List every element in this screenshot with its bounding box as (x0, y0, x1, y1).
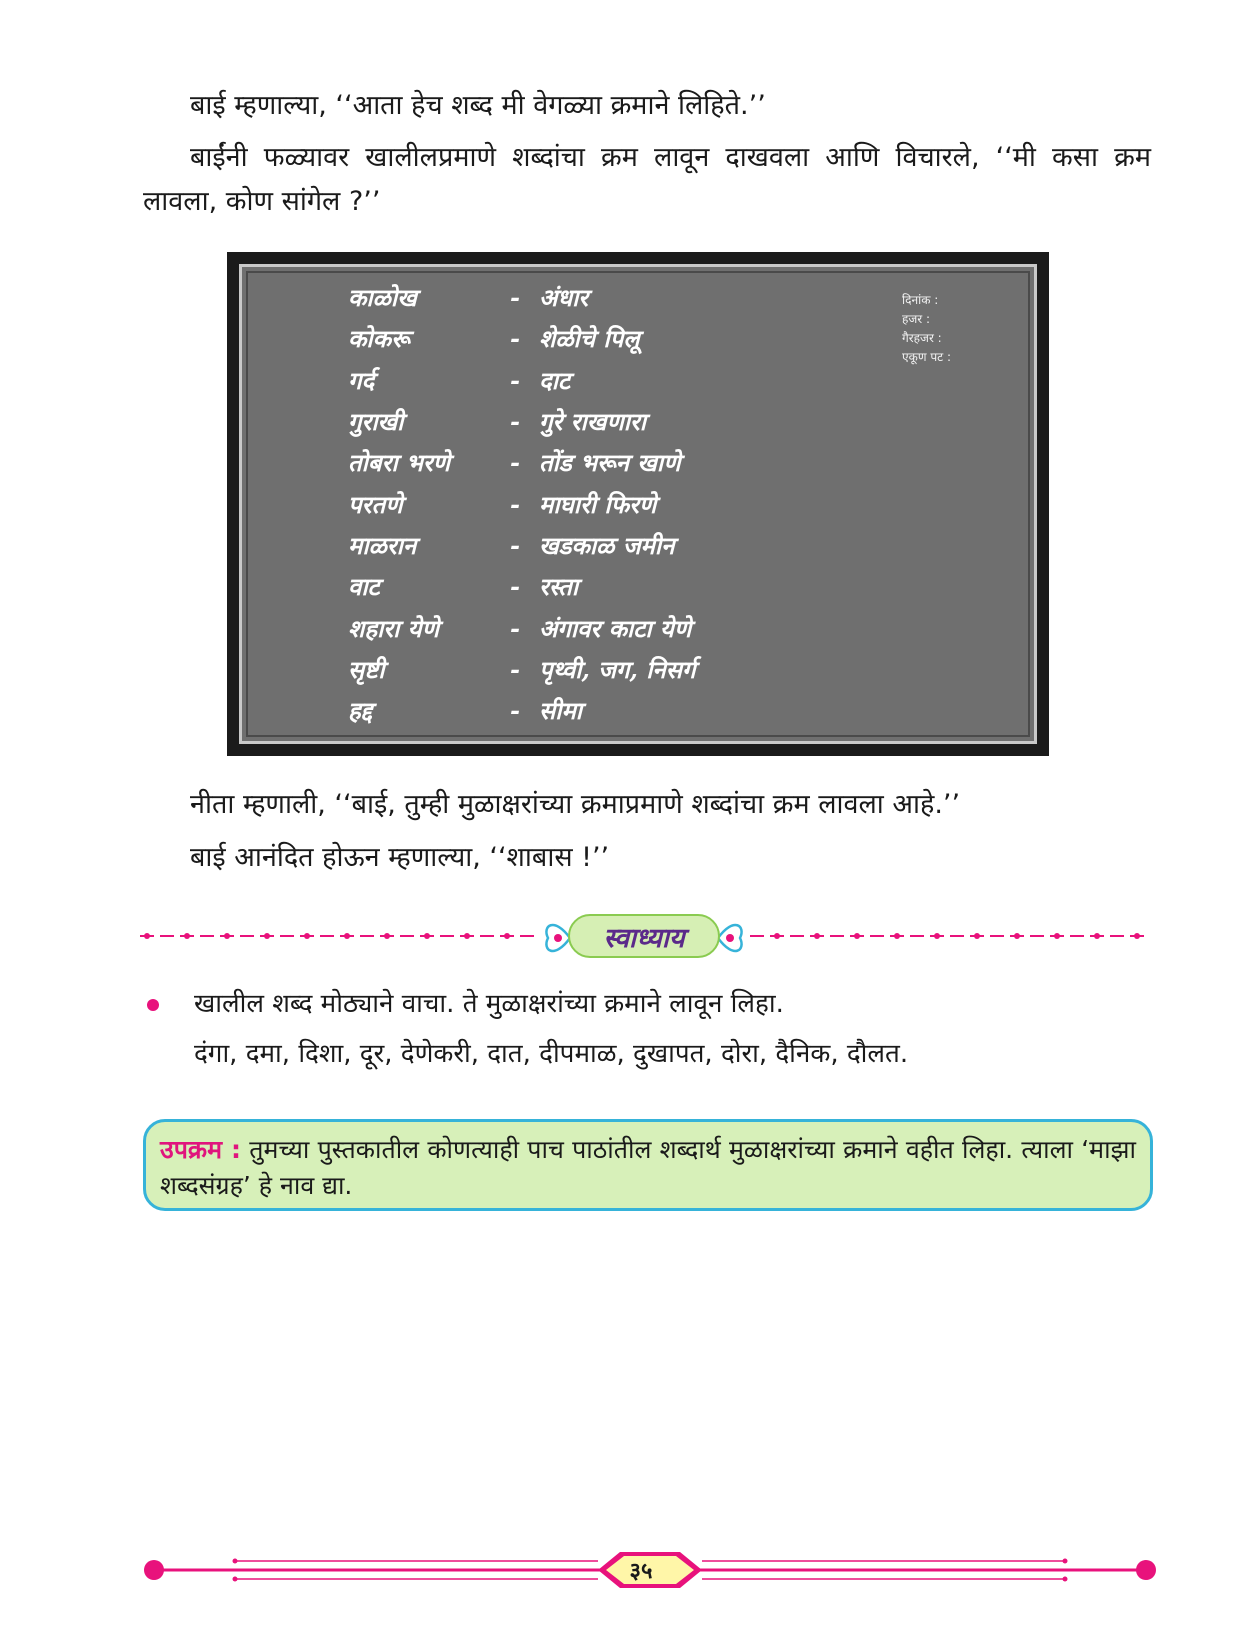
board-word: शहारा येणे (348, 613, 439, 643)
board-meaning: शेळीचे पिलू (539, 324, 640, 354)
board-dash: - (510, 448, 520, 478)
paragraph-intro: बाई म्हणाल्या, ‘‘आता हेच शब्द मी वेगळ्या क्रमाने लिहिते.’’ (190, 90, 766, 121)
section-title-text: स्वाध्याय (603, 922, 685, 954)
bullet-icon (147, 999, 159, 1011)
board-dash: - (510, 365, 520, 395)
board-word: काळोख (348, 283, 417, 313)
attendance-present: हजर : (902, 312, 931, 326)
board-dash: - (510, 407, 520, 437)
board-row (348, 607, 695, 648)
board-dash: - (510, 696, 520, 726)
board-row (348, 277, 695, 318)
board-word: माळरान (348, 530, 417, 560)
board-word: गुराखी (348, 407, 404, 437)
board-word: वाट (348, 572, 380, 602)
board-word: सृष्टी (348, 654, 385, 684)
board-row (348, 649, 695, 690)
blackboard (227, 252, 1049, 756)
board-meaning: तोंड भरून खाणे (539, 448, 681, 478)
board-row (348, 318, 695, 359)
section-header (540, 910, 748, 966)
paragraph-praise: बाई आनंदित होऊन म्हणाल्या, ‘‘शाबास !’’ (190, 842, 610, 873)
board-word: कोकरू (348, 324, 410, 354)
section-divider-right (750, 932, 1150, 940)
board-word: हद्द (348, 696, 373, 726)
attendance-date: दिनांक : (902, 293, 939, 307)
blackboard-surface (239, 264, 1037, 744)
paragraph-answer: नीता म्हणाली, ‘‘बाई, तुम्ही मुळाक्षरांच्या क्रमाप्रमाणे शब्दांचा क्रम लावला आहे.’’ (190, 789, 961, 820)
word-meaning-list (348, 277, 695, 731)
board-word: परतणे (348, 489, 403, 519)
board-meaning: अंगावर काटा येणे (539, 613, 692, 643)
attendance-total: एकूण पट : (902, 350, 952, 364)
attendance-block (902, 291, 951, 367)
project-box (143, 1119, 1153, 1211)
board-row (348, 690, 695, 731)
project-text: तुमच्या पुस्तकातील कोणत्याही पाच पाठांतील शब्दार्थ मुळाक्षरांच्या क्रमाने वहीत लिहा. त्याला ‘माझा शब्दसंग्रह’ हे नाव द्या. (160, 1135, 1136, 1200)
board-row (348, 442, 695, 483)
board-row (348, 401, 695, 442)
board-row (348, 566, 695, 607)
board-dash: - (510, 283, 520, 313)
board-word: तोबरा भरणे (348, 448, 451, 478)
project-label: उपक्रम : (160, 1135, 242, 1164)
board-meaning: रस्ता (539, 572, 579, 602)
board-meaning: खडकाळ जमीन (539, 530, 675, 560)
board-dash: - (510, 489, 520, 519)
board-row (348, 483, 695, 524)
exercise-words: दंगा, दमा, दिशा, दूर, देणेकरी, दात, दीपमाळ, दुखापत, दोरा, दैनिक, दौलत. (194, 1039, 909, 1069)
board-row (348, 525, 695, 566)
paragraph-question: बाईंनी फळ्यावर खालीलप्रमाणे शब्दांचा क्रम लावून दाखवला आणि विचारले, ‘‘मी कसा क्रम लावला, कोण सांगेल ?’’ (143, 142, 1151, 217)
board-word: गर्द (348, 365, 375, 395)
section-divider-left (140, 932, 540, 940)
attendance-absent: गैरहजर : (902, 331, 942, 345)
exercise-instruction: खालील शब्द मोठ्याने वाचा. ते मुळाक्षरांच्या क्रमाने लावून लिहा. (194, 989, 784, 1019)
board-meaning: सीमा (539, 696, 583, 726)
board-dash: - (510, 324, 520, 354)
board-meaning: पृथ्वी, जग, निसर्ग (539, 654, 696, 684)
board-meaning: गुरे राखणारा (539, 407, 646, 437)
board-dash: - (510, 654, 520, 684)
board-meaning: दाट (539, 365, 571, 395)
board-row (348, 360, 695, 401)
board-dash: - (510, 572, 520, 602)
page-number: ३५ (629, 1559, 653, 1584)
board-dash: - (510, 613, 520, 643)
board-dash: - (510, 530, 520, 560)
section-title (568, 914, 720, 958)
board-meaning: माघारी फिरणे (539, 489, 657, 519)
board-meaning: अंधार (539, 283, 589, 313)
